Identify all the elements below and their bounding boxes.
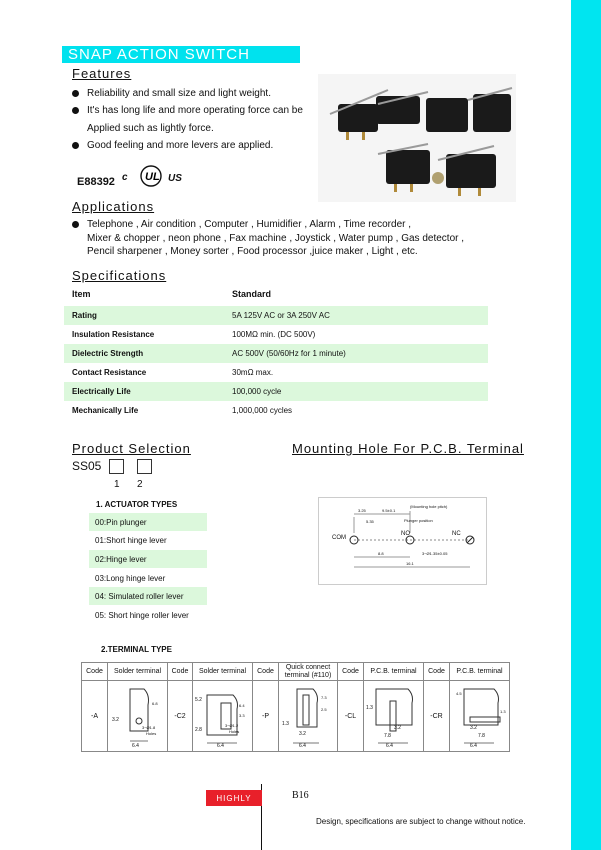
actuator-item: 02:Hinge lever xyxy=(89,550,207,568)
code-c2: -C2 xyxy=(168,681,193,752)
actuator-heading: 1. ACTUATOR TYPES xyxy=(96,500,178,509)
switch-product-photo xyxy=(318,74,516,202)
position-2: 2 xyxy=(137,479,143,490)
applications-heading: Applications xyxy=(72,199,155,214)
mounting-hole-diagram: COM NO NC (Mounting hole pitch) Plunger position 3.25 9.5±0.1 5.35 8.8 16.1 3−Ø1.35±0.05 xyxy=(318,497,487,585)
terminal-heading: 2.TERMINAL TYPE xyxy=(101,645,172,654)
code-cl: -CL xyxy=(338,681,364,752)
product-selection-heading: Product Selection xyxy=(72,441,191,456)
feature-continuation: Applied such as lightly force. xyxy=(87,123,214,134)
application-line: Telephone , Air condition , Computer , Humidifier , Alarm , Time recorder , xyxy=(72,218,411,232)
specifications-heading: Specifications xyxy=(72,268,167,283)
pcb-terminal-cl-drawing: 1.3 3.2 7.8 6.4 xyxy=(364,681,424,752)
actuator-item: 03:Long hinge lever xyxy=(95,574,166,583)
application-line: Mixer & chopper , neon phone , Fax machine , Joystick , Water pump , Gas detector , xyxy=(87,233,465,244)
mounting-heading: Mounting Hole For P.C.B. Terminal xyxy=(292,441,524,456)
code-cr: -CR xyxy=(424,681,450,752)
spec-row: Electrically Life 100,000 cycle xyxy=(64,382,488,401)
quick-connect-terminal-drawing: 1.3 3.2 6.4 7.3 2.5 xyxy=(279,681,338,752)
terminal-table: Code Solder terminal Code Solder terminal Code Quick connect terminal (#110) Code P.C.B. terminal Code P.C.B. terminal -A 3.2 6.4 3−Ø1.8 Holes 6.8 -C2 5.2 2.8 6.4 3−Ø1.2 Holes 6.4 3.3 -P 1.3 3.2 6.4 7.3 2.5 -CL 1.3 3.2 7.8 6.4 -CR 3.2 7.8 6.4 1.3 4.5 xyxy=(81,662,510,752)
spec-row: Dielectric Strength AC 500V (50/60Hz for 1 minute) xyxy=(64,344,488,363)
svg-text:UL: UL xyxy=(145,171,160,183)
actuator-item: 00:Pin plunger xyxy=(89,513,207,531)
right-edge-bar xyxy=(571,0,601,850)
actuator-item: 05: Short hinge roller lever xyxy=(95,611,189,620)
page-title: SNAP ACTION SWITCH xyxy=(68,46,250,63)
spec-row: Contact Resistance 30mΩ max. xyxy=(72,368,274,377)
actuator-item: 04: Simulated roller lever xyxy=(89,587,207,605)
position-1: 1 xyxy=(114,479,120,490)
code-a: -A xyxy=(82,681,108,752)
application-line: Pencil sharpener , Money sorter , Food processor ,juice maker , Light , etc. xyxy=(87,246,418,257)
pcb-terminal-cr-drawing: 3.2 7.8 6.4 1.3 4.5 xyxy=(450,681,510,752)
solder-terminal-a-drawing: 3.2 6.4 3−Ø1.8 Holes 6.8 xyxy=(108,681,168,752)
code-p: -P xyxy=(253,681,279,752)
spec-row: Insulation Resistance 100MΩ min. (DC 500V) xyxy=(72,330,316,339)
spec-col-standard: Standard xyxy=(232,289,272,299)
feature-item: Reliability and small size and light weight. xyxy=(72,87,271,101)
solder-terminal-c2-drawing: 5.2 2.8 6.4 3−Ø1.2 Holes 6.4 3.3 xyxy=(193,681,253,752)
spec-row: Rating 5A 125V AC or 3A 250V AC xyxy=(64,306,488,325)
brand-badge: HIGHLY xyxy=(206,790,262,806)
model-code: SS05 xyxy=(72,459,152,474)
spec-col-item: Item xyxy=(72,289,91,299)
title-bar xyxy=(62,46,300,63)
spec-row: Mechanically Life 1,000,000 cycles xyxy=(72,406,293,415)
ul-logo: c UL US xyxy=(122,163,194,189)
features-heading: Features xyxy=(72,66,132,81)
actuator-item: 01:Short hinge lever xyxy=(95,536,167,545)
cert-code: E88392 xyxy=(77,176,115,188)
page-number: B16 xyxy=(292,790,309,801)
footer-note: Design, specifications are subject to change without notice. xyxy=(316,817,526,826)
feature-item: It's has long life and more operating force can be xyxy=(72,104,303,118)
feature-item: Good feeling and more levers are applied. xyxy=(72,139,273,153)
